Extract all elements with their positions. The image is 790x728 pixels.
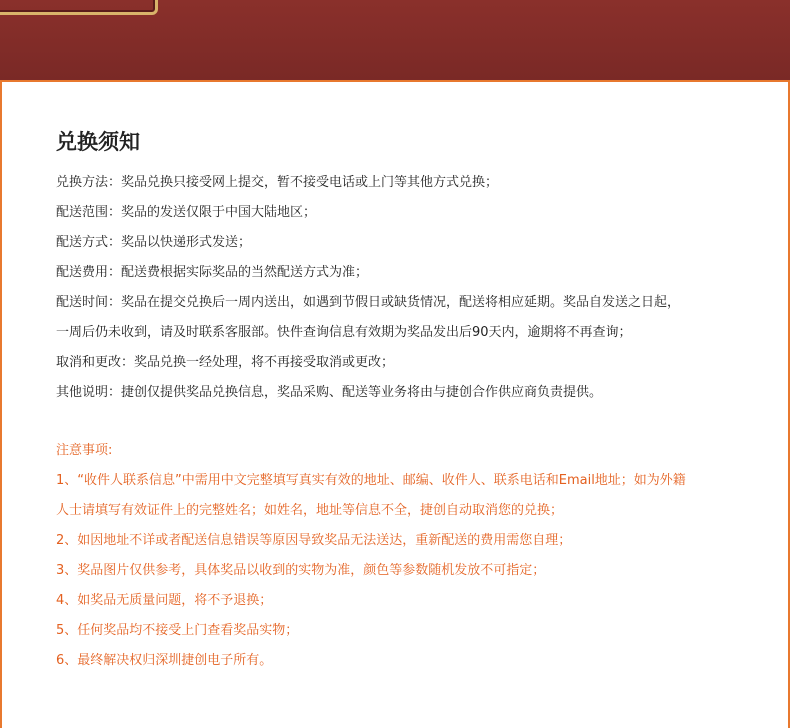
rule-other-notes: 其他说明：捷创仅提供奖品兑换信息，奖品采购、配送等业务将由与捷创合作供应商负责提供。 bbox=[56, 385, 603, 400]
notice-item-6: 6、最终解决权归深圳捷创电子所有。 bbox=[56, 653, 273, 668]
exchange-notice-panel bbox=[0, 80, 790, 728]
rule-cancel-change: 取消和更改：奖品兑换一经处理，将不再接受取消或更改； bbox=[56, 355, 395, 370]
rule-delivery-time-continued: 一周后仍未收到，请及时联系客服部。快件查询信息有效期为奖品发出后90天内，逾期将不再查询； bbox=[56, 325, 632, 340]
notice-section bbox=[56, 436, 756, 676]
rule-delivery-method: 配送方式：奖品以快递形式发送； bbox=[56, 235, 252, 250]
notice-item-3: 3、奖品图片仅供参考，具体奖品以收到的实物为准，颜色等参数随机发放不可指定； bbox=[56, 563, 546, 578]
decorative-frame bbox=[0, 0, 158, 15]
notice-item-1-continued: 人士请填写有效证件上的完整姓名；如姓名，地址等信息不全，捷创自动取消您的兑换； bbox=[56, 503, 564, 518]
header-banner bbox=[0, 0, 790, 80]
rule-exchange-method: 兑换方法：奖品兑换只接受网上提交，暂不接受电话或上门等其他方式兑换； bbox=[56, 175, 499, 190]
rule-delivery-fee: 配送费用：配送费根据实际奖品的当然配送方式为准； bbox=[56, 265, 369, 280]
notice-item-2: 2、如因地址不详或者配送信息错误等原因导致奖品无法送达，重新配送的费用需您自理； bbox=[56, 533, 572, 548]
notice-item-5: 5、任何奖品均不接受上门查看奖品实物； bbox=[56, 623, 299, 638]
exchange-rules-list bbox=[56, 168, 756, 408]
rule-delivery-time: 配送时间：奖品在提交兑换后一周内送出，如遇到节假日或缺货情况，配送将相应延期。奖品自发送之日起， bbox=[56, 295, 681, 310]
notice-heading: 注意事项: bbox=[56, 443, 113, 458]
page-title: 兑换须知 bbox=[56, 130, 140, 154]
rule-delivery-scope: 配送范围：奖品的发送仅限于中国大陆地区； bbox=[56, 205, 317, 220]
notice-item-4: 4、如奖品无质量问题，将不予退换； bbox=[56, 593, 273, 608]
notice-item-1: 1、“收件人联系信息”中需用中文完整填写真实有效的地址、邮编、收件人、联系电话和Email地址；如为外籍 bbox=[56, 473, 686, 488]
